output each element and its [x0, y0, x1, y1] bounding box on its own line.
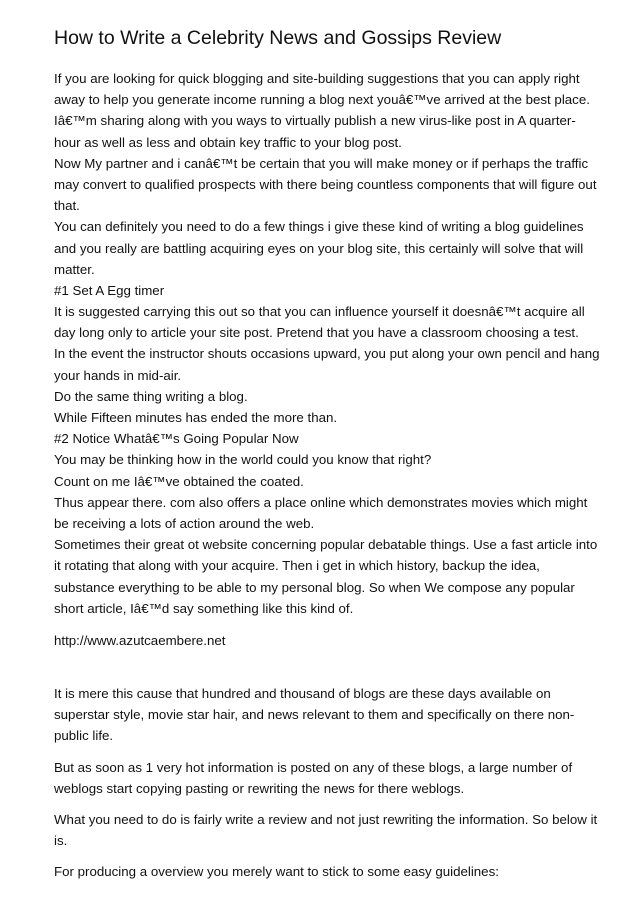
text-line: You may be thinking how in the world could you know that right? [54, 452, 432, 468]
text-line: For producing a overview you merely want to stick to some easy guidelines: [54, 864, 499, 880]
text-line: and you really are battling acquiring eyes on your blog site, this certainly will solve that will [54, 240, 584, 256]
text-line: is. [54, 833, 68, 849]
text-line: hour as well as less and obtain key traffic to your blog post. [54, 134, 402, 150]
text-line: may convert to qualified prospects with there being countless components that will figure out [54, 176, 597, 192]
text-line: Do the same thing writing a blog. [54, 388, 248, 404]
text-line: Count on me Iâ€™ve obtained the coated. [54, 473, 304, 489]
text-line: away to help you generate income running a blog next youâ€™ve arrived at the best place. [54, 92, 590, 108]
text-line: Sometimes their great ot website concerning popular debatable things. Use a fast article into [54, 537, 598, 553]
text-line: short article, Iâ€™d say something like this kind of. [54, 600, 354, 616]
text-line: public life. [54, 728, 114, 744]
text-line: It is suggested carrying this out so that you can influence yourself it doesnâ€™t acquire all [54, 304, 585, 320]
text-line: It is mere this cause that hundred and thousand of blogs are these days available on [54, 686, 551, 702]
text-line: superstar style, movie star hair, and news relevant to them and specifically on there non- [54, 707, 575, 723]
section-heading: #2 Notice Whatâ€™s Going Popular Now [54, 431, 299, 447]
text-line: You can definitely you need to do a few things i give these kind of writing a blog guidelines [54, 219, 584, 235]
text-line: But as soon as 1 very hot information is posted on any of these blogs, a large number of [54, 759, 573, 775]
section-heading: #1 Set A Egg timer [54, 282, 165, 298]
text-line: Thus appear there. com also offers a place online which demonstrates movies which might [54, 494, 588, 510]
url-link[interactable]: http://www.azutcaembere.net [54, 632, 226, 648]
text-line: If you are looking for quick blogging and site-building suggestions that you can apply right [54, 71, 580, 86]
text-line: day long only to article your site post. Pretend that you have a classroom choosing a test. [54, 325, 579, 341]
text-line: matter. [54, 261, 95, 277]
text-line: What you need to do is fairly write a review and not just rewriting the information. So below it [54, 812, 598, 827]
text-line: Iâ€™m sharing along with you ways to virtually publish a new virus-like post in A quarter- [54, 113, 576, 129]
text-line: it rotating that along with your acquire. Then i get in which history, backup the idea, [54, 558, 540, 574]
page-title: How to Write a Celebrity News and Gossips Review [54, 27, 502, 49]
text-line: your hands in mid-air. [54, 367, 182, 383]
text-line: Now My partner and i canâ€™t be certain that you will make money or if perhaps the traffic [54, 155, 589, 171]
text-line: be receiving a lots of action around the web. [54, 515, 315, 531]
text-line: that. [54, 198, 80, 214]
text-line: substance everything to be able to my personal blog. So when We compose any popular [54, 579, 575, 595]
text-line: In the event the instructor shouts occasions upward, you put along your own pencil and hang [54, 346, 600, 362]
text-line: While Fifteen minutes has ended the more than. [54, 410, 338, 425]
document-body [54, 68, 600, 883]
text-line: weblogs start copying pasting or rewriting the news for there weblogs. [54, 780, 465, 796]
